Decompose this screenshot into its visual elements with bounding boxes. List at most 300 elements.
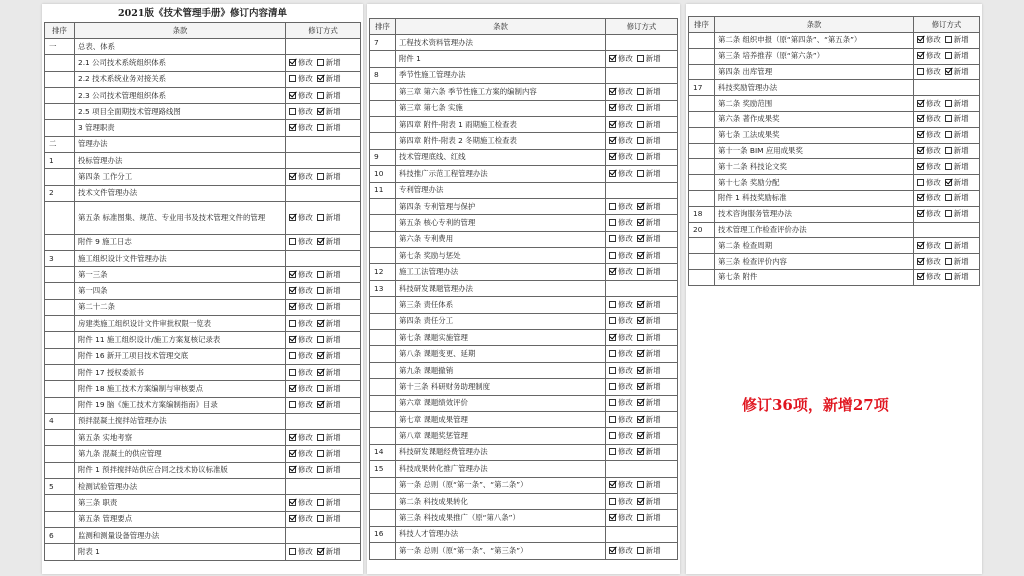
clause-text: 附件 16 新开工项目技术管理交底	[75, 348, 286, 364]
modify-checkbox[interactable]	[917, 194, 924, 201]
row-number	[689, 127, 715, 143]
add-checkbox[interactable]	[637, 268, 644, 275]
add-checkbox[interactable]	[317, 434, 324, 441]
modify-checkbox[interactable]	[289, 124, 296, 131]
row-number	[370, 330, 396, 346]
add-checkbox[interactable]	[637, 88, 644, 95]
add-checkbox[interactable]	[317, 59, 324, 66]
modify-checkbox[interactable]	[917, 36, 924, 43]
clause-text: 第十七条 奖励分配	[715, 175, 914, 191]
clause-text: 第三条 科技成果推广（原“第八条”）	[396, 510, 606, 526]
modify-label: 修改	[298, 74, 313, 84]
add-label: 新增	[645, 136, 661, 146]
add-checkbox[interactable]	[945, 52, 952, 59]
add-checkbox[interactable]	[317, 214, 324, 221]
modify-checkbox[interactable]	[609, 350, 616, 357]
modify-checkbox[interactable]	[609, 121, 616, 128]
modify-checkbox[interactable]	[289, 369, 296, 376]
add-checkbox[interactable]	[945, 163, 952, 170]
row-number	[370, 493, 396, 509]
modify-checkbox[interactable]	[289, 548, 296, 555]
row-number	[370, 231, 396, 247]
clause-text: 施工工法管理办法	[396, 264, 606, 280]
modify-checkbox[interactable]	[289, 303, 296, 310]
row-number	[370, 100, 396, 116]
add-checkbox[interactable]	[317, 173, 324, 180]
clause-text: 第四条 工作分工	[75, 169, 286, 185]
add-checkbox[interactable]	[637, 104, 644, 111]
revision-option	[914, 238, 980, 254]
add-checkbox[interactable]	[637, 170, 644, 177]
add-checkbox[interactable]	[317, 108, 324, 115]
add-checkbox[interactable]	[637, 137, 644, 144]
add-checkbox[interactable]	[637, 55, 644, 62]
add-checkbox[interactable]	[637, 514, 644, 521]
revision-option	[914, 159, 980, 175]
clause-text: 附件 9 施工日志	[75, 234, 286, 250]
clause-text: 附件 18 施工技术方案编制与审核要点	[75, 381, 286, 397]
clause-text: 投标管理办法	[75, 153, 286, 169]
add-checkbox[interactable]	[317, 401, 324, 408]
add-label: 新增	[953, 193, 969, 203]
table-row	[689, 269, 980, 285]
table-row	[370, 100, 678, 116]
revision-option	[606, 264, 678, 280]
table-row	[689, 64, 980, 80]
revision-option	[606, 133, 678, 149]
revision-option	[914, 33, 980, 49]
add-label: 新增	[645, 381, 661, 391]
add-label: 新增	[325, 497, 341, 507]
modify-checkbox[interactable]	[609, 301, 616, 308]
revision-option	[286, 185, 361, 201]
modify-checkbox[interactable]	[609, 448, 616, 455]
add-label: 新增	[645, 250, 661, 260]
modify-label: 修改	[618, 431, 633, 441]
table-row	[45, 104, 361, 120]
clause-text: 管理办法	[75, 136, 286, 152]
clause-text: 第三条 检查评价内容	[715, 254, 914, 270]
add-checkbox[interactable]	[637, 432, 644, 439]
modify-checkbox[interactable]	[289, 108, 296, 115]
document-page-1	[42, 4, 363, 574]
table-row	[370, 149, 678, 165]
add-checkbox[interactable]	[945, 36, 952, 43]
add-label: 新增	[953, 256, 969, 266]
clause-text: 工程技术资料管理办法	[396, 35, 606, 51]
modify-label: 修改	[926, 130, 941, 140]
modify-checkbox[interactable]	[609, 416, 616, 423]
table-row	[45, 413, 361, 429]
modify-label: 修改	[618, 545, 633, 555]
row-number	[370, 477, 396, 493]
add-checkbox[interactable]	[317, 352, 324, 359]
modify-label: 修改	[298, 57, 313, 67]
add-checkbox[interactable]	[637, 416, 644, 423]
revision-option	[606, 411, 678, 427]
add-checkbox[interactable]	[637, 203, 644, 210]
modify-checkbox[interactable]	[609, 235, 616, 242]
modify-checkbox[interactable]	[609, 334, 616, 341]
row-number	[370, 248, 396, 264]
add-checkbox[interactable]	[945, 131, 952, 138]
table-row	[45, 120, 361, 136]
row-number: 16	[370, 526, 396, 542]
add-checkbox[interactable]	[945, 258, 952, 265]
add-label: 新增	[325, 90, 341, 100]
revision-option	[606, 493, 678, 509]
clause-text: 第一四条	[75, 283, 286, 299]
row-number: 9	[370, 149, 396, 165]
add-checkbox[interactable]	[945, 194, 952, 201]
add-label: 新增	[325, 334, 341, 344]
add-label: 新增	[645, 267, 661, 277]
add-label: 新增	[325, 383, 341, 393]
table-row	[689, 143, 980, 159]
add-checkbox[interactable]	[317, 75, 324, 82]
clause-text: 第二十二条	[75, 299, 286, 315]
add-checkbox[interactable]	[637, 367, 644, 374]
add-label: 新增	[645, 234, 661, 244]
add-checkbox[interactable]	[317, 515, 324, 522]
modify-checkbox[interactable]	[917, 210, 924, 217]
table-row	[45, 267, 361, 283]
row-number	[689, 159, 715, 175]
table-row	[45, 544, 361, 560]
revision-option	[606, 149, 678, 165]
modify-label: 修改	[926, 177, 941, 187]
revision-option	[914, 206, 980, 222]
row-number	[689, 254, 715, 270]
table-row	[689, 96, 980, 112]
add-label: 新增	[325, 286, 341, 296]
modify-checkbox[interactable]	[917, 258, 924, 265]
modify-label: 修改	[618, 480, 633, 490]
modify-checkbox[interactable]	[609, 252, 616, 259]
add-label: 新增	[645, 119, 661, 129]
revision-option	[606, 280, 678, 296]
modify-checkbox[interactable]	[917, 131, 924, 138]
add-label: 新增	[645, 447, 661, 457]
table-row	[370, 248, 678, 264]
add-checkbox[interactable]	[945, 147, 952, 154]
modify-label: 修改	[618, 316, 633, 326]
modify-checkbox[interactable]	[289, 352, 296, 359]
modify-checkbox[interactable]	[289, 434, 296, 441]
clause-text: 第二条 奖励范围	[715, 96, 914, 112]
table-row	[370, 35, 678, 51]
modify-label: 修改	[618, 332, 633, 342]
modify-label: 修改	[926, 161, 941, 171]
add-checkbox[interactable]	[317, 336, 324, 343]
modify-checkbox[interactable]	[609, 547, 616, 554]
add-label: 新增	[953, 130, 969, 140]
modify-checkbox[interactable]	[609, 383, 616, 390]
header-opt: 修订方式	[914, 17, 980, 33]
modify-label: 修改	[618, 299, 633, 309]
revision-option	[286, 479, 361, 495]
modify-checkbox[interactable]	[609, 153, 616, 160]
modify-checkbox[interactable]	[289, 75, 296, 82]
table-row	[370, 116, 678, 132]
add-checkbox[interactable]	[637, 350, 644, 357]
modify-checkbox[interactable]	[609, 170, 616, 177]
add-checkbox[interactable]	[317, 548, 324, 555]
table-row	[45, 332, 361, 348]
add-label: 新增	[645, 54, 661, 64]
revision-table-2	[369, 18, 678, 560]
add-label: 新增	[645, 299, 661, 309]
add-checkbox[interactable]	[317, 238, 324, 245]
table-row	[689, 254, 980, 270]
modify-checkbox[interactable]	[609, 137, 616, 144]
table-row	[45, 479, 361, 495]
revision-option	[914, 96, 980, 112]
row-number	[45, 71, 75, 87]
modify-checkbox[interactable]	[289, 287, 296, 294]
modify-checkbox[interactable]	[289, 92, 296, 99]
revision-option	[914, 222, 980, 238]
row-number	[370, 428, 396, 444]
modify-checkbox[interactable]	[289, 320, 296, 327]
row-number: 18	[689, 206, 715, 222]
clause-text: 第三条 培养推荐（原“第六条”）	[715, 48, 914, 64]
modify-checkbox[interactable]	[289, 450, 296, 457]
revision-table-3	[688, 16, 980, 286]
table-row	[45, 250, 361, 266]
clause-text: 技术文件管理办法	[75, 185, 286, 201]
revision-option	[606, 116, 678, 132]
add-checkbox[interactable]	[317, 369, 324, 376]
clause-text: 附件 1 预拌搅拌站供应合同之技术协议标准版	[75, 462, 286, 478]
revision-option	[606, 84, 678, 100]
row-number	[689, 269, 715, 285]
modify-checkbox[interactable]	[917, 68, 924, 75]
add-checkbox[interactable]	[637, 252, 644, 259]
row-number: 二	[45, 136, 75, 152]
modify-checkbox[interactable]	[289, 271, 296, 278]
modify-checkbox[interactable]	[609, 88, 616, 95]
modify-checkbox[interactable]	[609, 317, 616, 324]
clause-text: 第五条 核心专利的管理	[396, 215, 606, 231]
add-checkbox[interactable]	[317, 499, 324, 506]
table-row	[370, 313, 678, 329]
modify-checkbox[interactable]	[289, 499, 296, 506]
modify-label: 修改	[298, 106, 313, 116]
modify-checkbox[interactable]	[289, 466, 296, 473]
clause-text: 第七条 奖励与惩处	[396, 248, 606, 264]
add-checkbox[interactable]	[945, 179, 952, 186]
table-row	[45, 283, 361, 299]
modify-checkbox[interactable]	[917, 273, 924, 280]
modify-checkbox[interactable]	[609, 268, 616, 275]
add-label: 新增	[325, 351, 341, 361]
add-checkbox[interactable]	[317, 271, 324, 278]
add-label: 新增	[645, 332, 661, 342]
modify-label: 修改	[618, 234, 633, 244]
add-checkbox[interactable]	[637, 153, 644, 160]
revision-option	[914, 175, 980, 191]
revision-option	[606, 461, 678, 477]
modify-checkbox[interactable]	[917, 52, 924, 59]
table-row	[370, 362, 678, 378]
table-row	[45, 185, 361, 201]
modify-checkbox[interactable]	[609, 203, 616, 210]
add-checkbox[interactable]	[317, 303, 324, 310]
header-item: 条款	[396, 19, 606, 35]
clause-text: 第七条 工法成果奖	[715, 127, 914, 143]
row-number	[45, 201, 75, 234]
modify-checkbox[interactable]	[917, 163, 924, 170]
clause-text: 检测试验管理办法	[75, 479, 286, 495]
table-row	[689, 175, 980, 191]
modify-checkbox[interactable]	[289, 515, 296, 522]
row-number: 3	[45, 250, 75, 266]
clause-text: 第八条 课题变更、延期	[396, 346, 606, 362]
row-number: 4	[45, 413, 75, 429]
modify-checkbox[interactable]	[289, 238, 296, 245]
table-row	[689, 111, 980, 127]
table-row	[689, 206, 980, 222]
modify-checkbox[interactable]	[609, 104, 616, 111]
add-checkbox[interactable]	[317, 287, 324, 294]
revision-option	[286, 397, 361, 413]
add-checkbox[interactable]	[945, 68, 952, 75]
row-number	[370, 411, 396, 427]
add-checkbox[interactable]	[637, 301, 644, 308]
clause-text: 3 管理职责	[75, 120, 286, 136]
clause-text: 技术咨询服务管理办法	[715, 206, 914, 222]
add-checkbox[interactable]	[317, 385, 324, 392]
add-label: 新增	[645, 496, 661, 506]
add-checkbox[interactable]	[637, 334, 644, 341]
table-row	[45, 495, 361, 511]
revision-option	[606, 543, 678, 559]
modify-checkbox[interactable]	[609, 399, 616, 406]
revision-option	[606, 198, 678, 214]
modify-checkbox[interactable]	[289, 401, 296, 408]
add-label: 新增	[325, 57, 341, 67]
add-checkbox[interactable]	[317, 466, 324, 473]
add-checkbox[interactable]	[945, 210, 952, 217]
row-number	[689, 96, 715, 112]
revision-option	[606, 67, 678, 83]
revision-option	[286, 71, 361, 87]
modify-checkbox[interactable]	[289, 59, 296, 66]
modify-checkbox[interactable]	[609, 219, 616, 226]
modify-checkbox[interactable]	[609, 514, 616, 521]
modify-checkbox[interactable]	[609, 498, 616, 505]
modify-checkbox[interactable]	[917, 179, 924, 186]
add-label: 新增	[645, 86, 661, 96]
row-number	[689, 33, 715, 49]
modify-label: 修改	[926, 240, 941, 250]
add-checkbox[interactable]	[317, 92, 324, 99]
modify-checkbox[interactable]	[609, 432, 616, 439]
modify-label: 修改	[618, 103, 633, 113]
revision-option	[286, 87, 361, 103]
add-checkbox[interactable]	[317, 450, 324, 457]
add-checkbox[interactable]	[637, 121, 644, 128]
modify-checkbox[interactable]	[917, 115, 924, 122]
add-checkbox[interactable]	[637, 317, 644, 324]
add-checkbox[interactable]	[637, 498, 644, 505]
add-label: 新增	[645, 152, 661, 162]
row-number	[689, 190, 715, 206]
row-number: 17	[689, 80, 715, 96]
header-opt: 修订方式	[606, 19, 678, 35]
add-checkbox[interactable]	[317, 320, 324, 327]
clause-text: 第七章 课题成果管理	[396, 411, 606, 427]
add-checkbox[interactable]	[637, 399, 644, 406]
clause-text: 第四条 出库管理	[715, 64, 914, 80]
table-row	[370, 510, 678, 526]
modify-checkbox[interactable]	[917, 242, 924, 249]
modify-label: 修改	[298, 449, 313, 459]
modify-checkbox[interactable]	[609, 55, 616, 62]
clause-text: 预拌混凝土搅拌站管理办法	[75, 413, 286, 429]
revision-option	[286, 234, 361, 250]
revision-option	[286, 250, 361, 266]
header-opt: 修订方式	[286, 23, 361, 39]
add-checkbox[interactable]	[637, 448, 644, 455]
modify-checkbox[interactable]	[917, 100, 924, 107]
modify-label: 修改	[618, 398, 633, 408]
add-checkbox[interactable]	[637, 219, 644, 226]
add-checkbox[interactable]	[945, 242, 952, 249]
add-checkbox[interactable]	[317, 124, 324, 131]
table-row	[689, 190, 980, 206]
row-number	[45, 332, 75, 348]
modify-label: 修改	[926, 35, 941, 45]
add-checkbox[interactable]	[637, 383, 644, 390]
header-item: 条款	[75, 23, 286, 39]
modify-checkbox[interactable]	[289, 336, 296, 343]
revision-option	[286, 283, 361, 299]
row-number	[370, 51, 396, 67]
revision-option	[606, 100, 678, 116]
table-row	[45, 201, 361, 234]
add-checkbox[interactable]	[945, 273, 952, 280]
add-label: 新增	[325, 302, 341, 312]
add-label: 新增	[645, 217, 661, 227]
modify-label: 修改	[298, 546, 313, 556]
clause-text: 第六章 课题绩效评价	[396, 395, 606, 411]
row-number	[689, 48, 715, 64]
modify-checkbox[interactable]	[289, 385, 296, 392]
modify-checkbox[interactable]	[609, 367, 616, 374]
add-checkbox[interactable]	[945, 115, 952, 122]
revision-option	[286, 153, 361, 169]
add-checkbox[interactable]	[637, 481, 644, 488]
row-number	[45, 316, 75, 332]
add-label: 新增	[325, 400, 341, 410]
add-checkbox[interactable]	[637, 547, 644, 554]
modify-checkbox[interactable]	[609, 481, 616, 488]
modify-label: 修改	[618, 168, 633, 178]
add-checkbox[interactable]	[945, 100, 952, 107]
revision-option	[286, 39, 361, 55]
row-number: 5	[45, 479, 75, 495]
modify-checkbox[interactable]	[917, 147, 924, 154]
row-number	[45, 430, 75, 446]
modify-label: 修改	[298, 465, 313, 475]
modify-checkbox[interactable]	[289, 173, 296, 180]
modify-checkbox[interactable]	[289, 214, 296, 221]
row-number: 7	[370, 35, 396, 51]
add-checkbox[interactable]	[637, 235, 644, 242]
revision-option	[286, 55, 361, 71]
